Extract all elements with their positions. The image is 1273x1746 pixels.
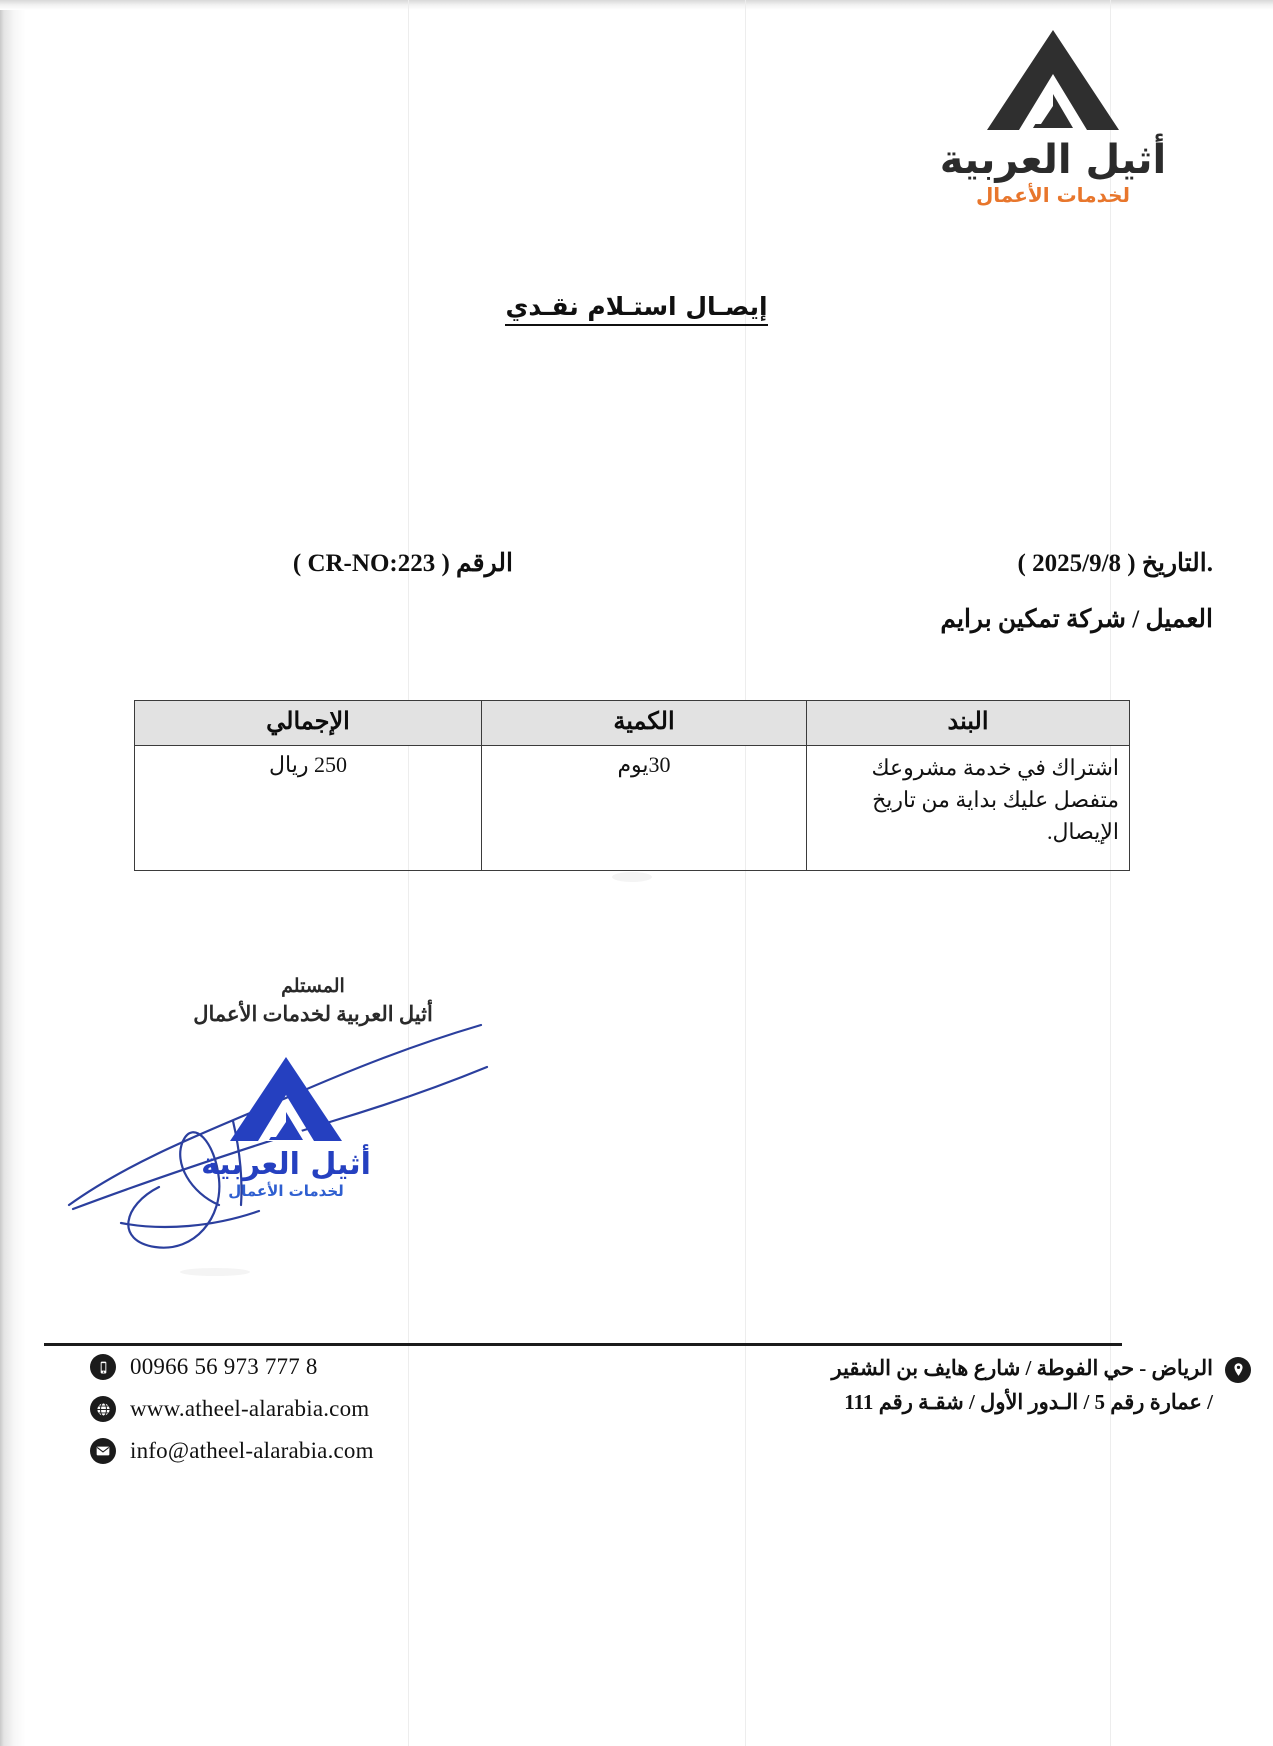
document-title-text: إيصـال استـلام نقـدي	[505, 292, 767, 326]
envelope-icon	[90, 1438, 116, 1464]
address-line-2: / عمارة رقم 5 / الـدور الأول / شقـة رقم 111	[844, 1389, 1213, 1414]
document-number: الرقم ( CR-NO:223 )	[292, 550, 513, 577]
phone-icon	[90, 1354, 116, 1380]
footer	[0, 1352, 1273, 1512]
stamp-company-name: أثيل العربية	[201, 1147, 371, 1182]
signature-area	[93, 975, 533, 1239]
document-meta	[63, 548, 1213, 634]
phone-number: 00966 56 973 777 8	[130, 1354, 318, 1379]
globe-icon	[90, 1396, 116, 1422]
contact-website[interactable]	[90, 1396, 550, 1422]
document-date: .التاريخ ( 2025/9/8 )	[1017, 550, 1213, 577]
column-header-qty: الكمية	[482, 701, 807, 746]
company-address	[633, 1352, 1213, 1419]
client-name: العميل / شركة تمكين برايم	[940, 606, 1213, 633]
column-header-total: الإجمالي	[135, 701, 482, 746]
receiver-company: أثيل العربية لخدمات الأعمال	[193, 1002, 433, 1026]
items-table-wrapper	[198, 700, 1130, 871]
contact-list	[90, 1354, 550, 1480]
stamp-logo	[171, 1055, 401, 1200]
scan-smudge	[180, 1268, 250, 1276]
email-address: info@atheel-alarabia.com	[130, 1438, 374, 1463]
location-pin-icon	[1225, 1354, 1251, 1388]
footer-divider	[44, 1343, 1122, 1346]
column-header-item: البند	[807, 701, 1130, 746]
address-line-1: الرياض - حي الفوطة / شارع هايف بن الشقير	[831, 1356, 1213, 1380]
website-url: www.atheel-alarabia.com	[130, 1396, 370, 1421]
cell-item-qty: 30يوم	[482, 746, 807, 871]
contact-email[interactable]	[90, 1438, 550, 1464]
table-header-row	[135, 701, 1130, 746]
stamp-company-tagline: لخدمات الأعمال	[228, 1182, 344, 1200]
signature-stamp	[93, 1049, 533, 1239]
receiver-label: المستلم	[281, 976, 345, 997]
contact-phone[interactable]	[90, 1354, 550, 1380]
company-logo-icon	[983, 28, 1123, 133]
document-title	[0, 292, 1273, 321]
cell-item-total: 250 ريال	[135, 746, 482, 871]
scan-smudge	[612, 872, 652, 882]
company-tagline-ar: لخدمات الأعمال	[975, 183, 1131, 207]
cell-item-description: اشتراك في خدمة مشروعك متفصل عليك بداية من تاريخ الإيصال.	[807, 746, 1130, 871]
items-table	[134, 700, 1130, 871]
table-row	[135, 746, 1130, 871]
stamp-logo-icon	[226, 1055, 346, 1143]
scan-edge-top	[0, 0, 1273, 10]
company-name-ar: أثيل العربية	[939, 137, 1167, 183]
